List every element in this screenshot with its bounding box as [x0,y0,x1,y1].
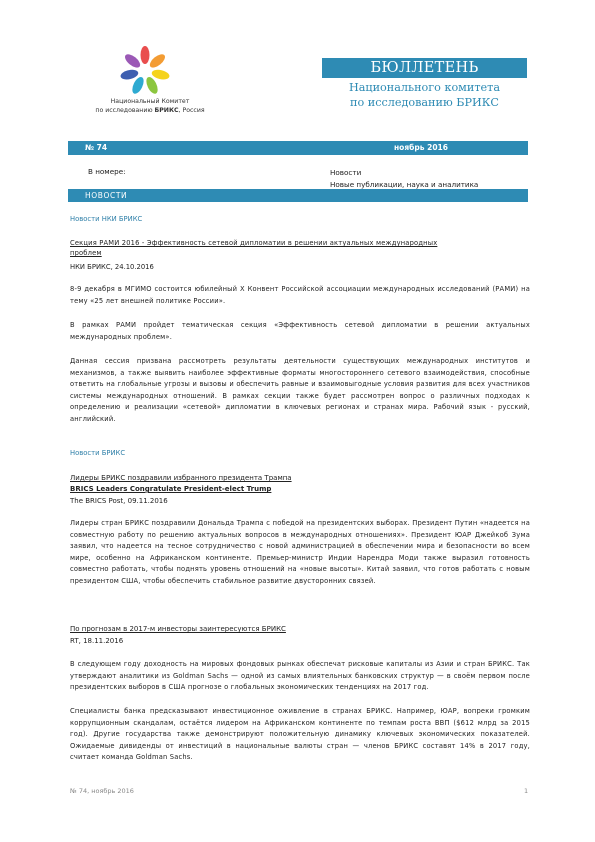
in-issue-label: В номере: [88,167,126,176]
article1-source: НКИ БРИКС, 24.10.2016 [70,263,154,271]
article1-paragraph: В рамках РАМИ пройдет тематическая секция «Эффективность сетевой дипломатии в решении актуальных международных проблем». [70,321,530,341]
article1-paragraph: Данная сессия призвана рассмотреть результаты деятельности существующих международных институтов и механизмов, а также выявить наиболее эффективные форматы многостороннего сетевого взаимодействия, способные ответить на глобальные угрозы и вызовы и обеспечить равные и взаимовыгодные условия развития для всех участников системы международных отношений. В рамках секции также будет рассмотрен вопрос о различных подходах к определению и реализации «сетевой» дипломатии в ключевых регионах и странах мира. Рабочий язык - русский, английский. [70,357,530,423]
article3-paragraph: В следующем году доходность на мировых фондовых рынках обеспечат рисковые капиталы из Азии и стран БРИКС. Так утверждают аналитики из Goldman Sachs — одной из самых влиятельных банковских структур — в своём первом после президентских выборов в США прогнозе о глобальных экономических тенденциях на 2017 год. [70,660,530,692]
news-section-bar: НОВОСТИ [68,189,528,202]
bulletin-subtitle: Национального комитета по исследованию БРИКС [348,81,501,109]
article3-source: RT, 18.11.2016 [70,637,124,645]
article2-title-ru[interactable]: Лидеры БРИКС поздравили избранного президента Трампа [70,474,292,482]
footer-issue: № 74, ноябрь 2016 [70,787,134,795]
section-title-brics: Новости БРИКС [70,449,126,457]
section-title-nki: Новости НКИ БРИКС [70,215,143,223]
issue-bar [68,141,528,155]
logo-caption: Национальный Комитет по исследованию БРИКС, Россия [95,98,205,114]
issue-number: № 74 [85,143,108,152]
article2-title-en[interactable]: BRICS Leaders Congratulate President-elect Trump [70,485,272,493]
article1-title-link[interactable]: Секция РАМИ 2016 - Эффективность сетевой дипломатии в решении актуальных международных проблем [70,239,438,257]
page-number: 1 [524,787,529,795]
contents-item[interactable]: Новости [330,168,362,177]
issue-date: ноябрь 2016 [394,143,448,152]
article3-paragraph: Специалисты банка предсказывают инвестиционное оживление в странах БРИКС. Например, ЮАР, вопреки громким коррупционным скандалам, остаётся лидером на Африканском континенте по темпам роста ВВП ($612 млрд за 2015 год). Другие государства также демонстрируют положительную динамику ключевых экономических показателей. Ожидаемые дивиденды от инвестиций в национальные валюты стран — членов БРИКС составят 14% в 2017 году, считает команда Goldman Sachs. [70,707,530,762]
contents-item[interactable]: Новые публикации, наука и аналитика [330,180,479,189]
brics-committee-logo [118,44,172,98]
article2-paragraph: Лидеры стран БРИКС поздравили Дональда Трампа с победой на президентских выборах. Президент Путин «надеется на совместную работу по решению актуальных вопросов в международных отношениях». Президент ЮАР Джейкоб Зума заявил, что надеется на тесное сотрудничество с новой администрацией в обеспечении мира и безопасности во всем мире, особенно на Африканском континенте. Премьер-министр Индии Нарендра Моди также выразил готовность совместно работать, чтобы поднять уровень отношений на «новые высоты». Китай заявил, что готов работать с новым президентом США, чтобы обеспечить стабильное развитие двусторонних связей. [70,519,530,585]
in-issue-contents [330,167,478,191]
article3-title-link[interactable]: По прогнозам в 2017-м инвесторы заинтересуются БРИКС [70,625,286,633]
bulletin-title: БЮЛЛЕТЕНЬ [322,58,527,78]
article1-paragraph: 8-9 декабря в МГИМО состоится юбилейный X Конвент Российской ассоциации международных исследований (РАМИ) на тему «25 лет внешней политике России». [70,285,530,305]
article2-source: The BRICS Post, 09.11.2016 [70,497,168,505]
